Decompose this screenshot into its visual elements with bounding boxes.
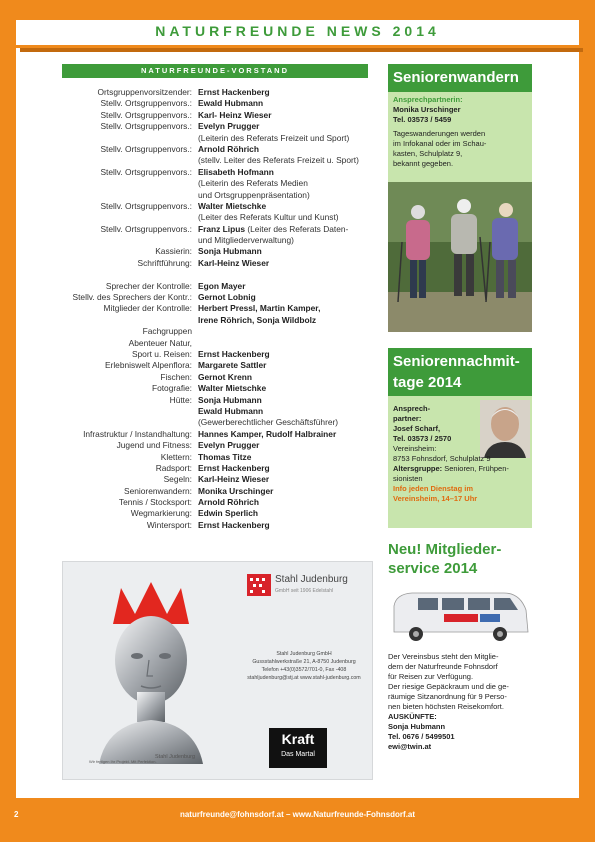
seniorenwandern-box: [388, 64, 532, 182]
roster-row: [26, 520, 376, 531]
nachmittage-group-label: Altersgruppe:: [393, 464, 443, 473]
roster-name: Gernot Lobnig: [198, 292, 256, 303]
ad-slogan: Wir fertigen Ihr Projekt. Mit Perfektion.: [89, 759, 157, 764]
hikers-photo: [388, 182, 532, 332]
roster-name: Arnold Röhrich: [198, 143, 259, 154]
nachmittage-group: [393, 464, 529, 474]
roster-role: Fischen:: [160, 371, 192, 382]
roster-name: Edwin Sperlich: [198, 508, 259, 519]
roster-row: [26, 508, 376, 519]
seniorennachmittage-title: [388, 348, 532, 396]
roster-name: Karl- Heinz Wieser: [198, 109, 272, 120]
nachmittage-group-text-2: sionisten: [393, 474, 423, 483]
seniorennachmittage-title-line: Seniorennachmit-: [393, 353, 520, 370]
nachmittage-venue-label: Vereinsheim:: [393, 444, 437, 453]
roster-name: Ernst Hackenberg: [198, 519, 270, 530]
ad-logo-small: Stahl Judenburg: [155, 754, 196, 760]
service-title-line: Neu! Mitglieder-: [388, 541, 502, 558]
roster-name: Irene Röhrich, Sonja Wildbolz: [198, 314, 317, 325]
roster-role: Stellv. Ortsgruppenvors.:: [100, 121, 192, 132]
nachmittage-info-1: Info jeden Dienstag im: [393, 484, 474, 493]
roster-name: Ewald Hubmann: [198, 405, 264, 416]
nachmittage-name: Josef Scharf,: [393, 424, 441, 433]
roster-row: [26, 497, 376, 508]
roster-name: Walter Mietschke: [198, 200, 267, 211]
roster-name: Sonja Hubmann: [198, 246, 262, 257]
roster-row: [26, 360, 376, 371]
roster-name: Ernst Hackenberg: [198, 462, 270, 473]
roster-row: [26, 269, 376, 280]
roster-role: Fachgruppen: [142, 326, 192, 337]
seniorennachmittage-box: [388, 348, 532, 528]
roster-role: Wegmarkierung:: [130, 508, 192, 519]
roster-role: Mitglieder der Kontrolle:: [103, 303, 192, 314]
roster-role: Stellv. Ortsgruppenvors.:: [100, 200, 192, 211]
roster-name: Evelyn Prugger: [198, 440, 260, 451]
roster-row: [26, 110, 376, 121]
roster-name: Arnold Röhrich: [198, 497, 259, 508]
footer-contact: naturfreunde@fohnsdorf.at – www.Naturfreunde-Fohnsdorf.at: [179, 810, 416, 819]
service-text-line: für Reisen zur Verfügung.: [388, 672, 474, 681]
roster-name: Hannes Kamper, Rudolf Halbrainer: [198, 428, 337, 439]
roster-row: [26, 133, 376, 144]
service-text-line: räumige Sitzanordnung für 9 Perso-: [388, 692, 507, 701]
nachmittage-info-2: Vereinsheim, 14–17 Uhr: [393, 494, 478, 503]
roster-role: Hütte:: [169, 394, 192, 405]
roster-name: Herbert Pressl, Martin Kamper,: [198, 303, 321, 314]
roster-row: [26, 452, 376, 463]
seniorenwandern-content: [393, 95, 529, 169]
roster-row: [26, 338, 376, 349]
roster-role: Klettern:: [160, 451, 192, 462]
roster-name: Egon Mayer: [198, 280, 246, 291]
roster-note: (Gewerberechtlicher Geschäftsführer): [198, 417, 339, 428]
stahl-judenburg-logo: [247, 574, 357, 604]
service-contact-label: AUSKÜNFTE:: [388, 712, 437, 721]
service-contact-name: Sonja Hubmann: [388, 722, 446, 731]
nachmittage-partner-1: Ansprech-: [393, 404, 431, 413]
roster-row: [26, 463, 376, 474]
roster-role: Erlebniswelt Alpenflora:: [104, 360, 192, 371]
roster-role: Seniorenwandern:: [124, 485, 192, 496]
roster-role: Stellv. des Sprechers der Kontr.:: [72, 292, 192, 303]
stahl-judenburg-ad: [62, 561, 373, 780]
roster-role: Stellv. Ortsgruppenvors.:: [100, 223, 192, 234]
roster-name-with-note: [198, 224, 348, 235]
ad-address: [239, 650, 369, 682]
roster-name: Elisabeth Hofmann: [198, 166, 274, 177]
roster-note: (stellv. Leiter des Referats Freizeit u. Sport): [198, 155, 359, 166]
roster-role: Fotografie:: [151, 383, 192, 394]
ad-address-line: Stahl Judenburg GmbH: [276, 651, 332, 657]
service-contact-phone: Tel. 0676 / 5499501: [388, 732, 455, 741]
roster-row: [26, 417, 376, 428]
header-title: NATURFREUNDE NEWS 2014: [155, 23, 440, 39]
service-content: [388, 652, 532, 752]
seniorenwandern-partner-name: Monika Urschinger: [393, 105, 461, 114]
ad-address-line: Telefon +43(0)3572/701-0, Fax -408: [261, 667, 347, 673]
roster-row: [26, 326, 376, 337]
ad-logo-name: Stahl Judenburg: [275, 574, 348, 585]
roster-name: Gernot Krenn: [198, 371, 252, 382]
roster-row: [26, 190, 376, 201]
header-bar: [16, 20, 579, 48]
vereinsbus-image: [388, 588, 532, 646]
roster-role: Segeln:: [163, 474, 192, 485]
roster-row: [26, 212, 376, 223]
service-title-line: service 2014: [388, 560, 478, 577]
roster-role: Stellv. Ortsgruppenvors.:: [100, 166, 192, 177]
roster-row: [26, 246, 376, 257]
roster-role: Stellv. Ortsgruppenvors.:: [100, 143, 192, 154]
roster-role: Sprecher der Kontrolle:: [105, 280, 192, 291]
header-shadow: [20, 48, 583, 52]
roster-row: [26, 87, 376, 98]
roster-name: Walter Mietschke: [198, 383, 267, 394]
roster-name: Ernst Hackenberg: [198, 348, 270, 359]
service-text-line: Der Vereinsbus steht den Mitglie-: [388, 652, 499, 661]
seniorenwandern-partner-label: Ansprechpartnerin:: [393, 95, 463, 104]
service-title: [388, 540, 532, 586]
roster-role: Schriftführung:: [137, 257, 192, 268]
roster-row: [26, 383, 376, 394]
seniorennachmittage-content: [393, 404, 529, 504]
steel-logo-icon: [247, 574, 271, 596]
roster-name: Franz Lipus: [198, 223, 245, 234]
roster-row: [26, 281, 376, 292]
roster-row: [26, 258, 376, 269]
roster-row: [26, 167, 376, 178]
roster-name: Sonja Hubmann: [198, 394, 262, 405]
roster-role: Tennis / Stocksport:: [118, 497, 192, 508]
roster-row: [26, 395, 376, 406]
kraft-logo-sub: Das Martal: [281, 751, 315, 758]
roster-role: Wintersport:: [146, 519, 192, 530]
roster-row: [26, 201, 376, 212]
roster-role: Stellv. Ortsgruppenvors.:: [100, 109, 192, 120]
service-text-line: nen bieten höchsten Reisekomfort.: [388, 702, 504, 711]
roster-role: Jugend und Fitness:: [116, 440, 192, 451]
roster-row: [26, 121, 376, 132]
roster-role: Infrastruktur / Instandhaltung:: [83, 428, 192, 439]
kraft-logo-title: Kraft: [281, 731, 315, 747]
nachmittage-phone: Tel. 03573 / 2570: [393, 434, 452, 443]
roster-row: [26, 292, 376, 303]
roster-name: Ewald Hubmann: [198, 98, 264, 109]
roster-note: (Leiter des Referats Daten-: [245, 223, 349, 234]
roster-row: [26, 144, 376, 155]
silver-head-crown-image: [91, 574, 211, 764]
nachmittage-group-text: Senioren, Frühpen-: [442, 464, 509, 473]
roster-row: [26, 224, 376, 235]
roster-note: (Leiter des Referats Kultur und Kunst): [198, 212, 339, 223]
ad-address-line: stahljudenburg@stj.at www.stahl-judenburg.com: [247, 675, 361, 681]
roster-note: (Leiterin des Referats Freizeit und Sport): [198, 132, 350, 143]
roster-role: Stellv. Ortsgruppenvors.:: [100, 98, 192, 109]
ad-address-line: Gussstahlwerkstraße 21, A-8750 Judenburg: [252, 659, 356, 665]
seniorenwandern-text-line: bekannt gegeben.: [393, 159, 454, 168]
roster-name: Karl-Heinz Wieser: [198, 257, 270, 268]
nachmittage-partner-2: partner:: [393, 414, 422, 423]
roster-name: Margarete Sattler: [198, 360, 267, 371]
roster-row: [26, 440, 376, 451]
roster-name: Monika Urschinger: [198, 485, 274, 496]
roster-row: [26, 429, 376, 440]
seniorenwandern-title: Seniorenwandern: [388, 64, 532, 92]
page-number: 2: [14, 810, 19, 819]
roster-note: und Ortsgruppenpräsentation): [198, 189, 310, 200]
roster-role: Kassierin:: [155, 246, 192, 257]
vorstand-title: NATURFREUNDE-VORSTAND: [62, 64, 368, 78]
seniorenwandern-text-line: kasten, Schulplatz 9,: [393, 149, 463, 158]
roster-row: [26, 406, 376, 417]
roster-row: [26, 349, 376, 360]
service-contact-email: ewi@twin.at: [388, 742, 432, 751]
roster-role: Ortsgruppenvorsitzender:: [97, 87, 192, 97]
service-text-line: Der riesige Gepäckraum und die ge-: [388, 682, 509, 691]
nachmittage-address: 8753 Fohnsdorf, Schulplatz 9: [393, 454, 491, 463]
roster-role: Abenteuer Natur,: [128, 337, 192, 348]
roster-note: und Mitgliederverwaltung): [198, 235, 294, 246]
ad-logo-sub: GmbH seit 1906 Edelstahl: [275, 588, 334, 594]
seniorenwandern-text-line: Tageswanderungen werden: [393, 129, 486, 138]
service-text-line: dern der Naturfreunde Fohnsdorf: [388, 662, 498, 671]
roster-note: (Leiterin des Referats Medien: [198, 178, 308, 189]
roster-role: Sport u. Reisen:: [131, 348, 192, 359]
roster-row: [26, 155, 376, 166]
roster-name: Evelyn Prugger: [198, 121, 260, 132]
seniorennachmittage-title-line: tage 2014: [393, 374, 462, 391]
roster-role: Radsport:: [155, 462, 192, 473]
roster-row: [26, 474, 376, 485]
seniorenwandern-text-line: im Infokanal oder im Schau-: [393, 139, 487, 148]
roster-row: [26, 98, 376, 109]
kraft-logo: [269, 728, 327, 768]
roster-row: [26, 178, 376, 189]
roster-row: [26, 486, 376, 497]
roster-name: Karl-Heinz Wieser: [198, 474, 270, 485]
roster-row: [26, 372, 376, 383]
roster-name: Thomas Titze: [198, 451, 252, 462]
vorstand-roster: [26, 87, 376, 531]
roster-row: [26, 303, 376, 314]
roster-row: [26, 315, 376, 326]
seniorenwandern-phone: Tel. 03573 / 5459: [393, 115, 452, 124]
roster-row: [26, 235, 376, 246]
roster-name: Ernst Hackenberg: [198, 87, 270, 97]
